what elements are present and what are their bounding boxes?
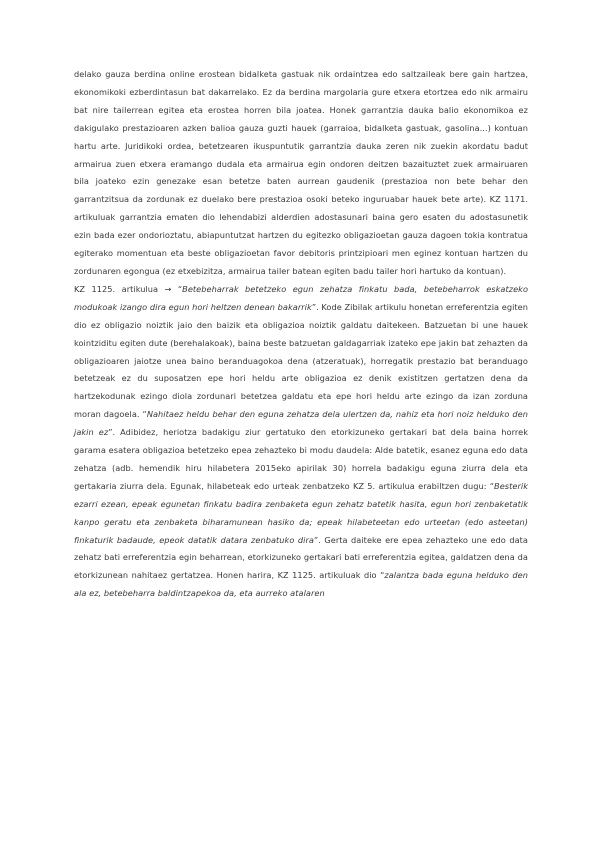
quoted-law-text: Besterik ezarri ezean, epeak egunetan finkatu badira zenbaketa egun zehatz batetik hasita, egun hori zenbaketatik kanpo geratu eta zenbaketa biharamunean hasiko da; epeak hilabeteetan edo urteetan (edo asteetan) finkaturik badaude, epeok datatik datara zenbatuko dira (74, 480, 528, 545)
text-run: ”. Adibidez, heriotza badakigu ziur gertatuko den etorkizuneko gertakari bat dela baina horrek garama esatera obligazioa betetzeko epea zehazteko bi modu daudela: Alde batetik, esanez eguna edo data zehatza (adb. hemendik hiru hilabetera 2015eko apirilak 30) horrela badakigu eguna ziurra dela eta gertakaria ziurra dela. Egunak, hilabeteak edo urteak zenbatzeko KZ 5. artikulua erabiltzen dugu: “ (74, 427, 528, 491)
text-run: ”. Gerta daiteke ere epea zehazteko une edo data zehatz bati erreferentzia egin beharrean, etorkizuneko gertakari bati erreferentzia egitea, galdatzen dena da etorkizunean nahitaez gertatzea. Honen harira, KZ 1125. artikuluak dio “ (74, 534, 528, 581)
paragraph (74, 281, 528, 603)
text-run: ”. Kode Zibilak artikulu honetan erreferentzia egiten dio ez obligazio noiztik jaio den baizik eta obligazioa noiztik galdatu daitekeen. Batzuetan bi une hauek kointziditu egiten dute (berehalakoak), baina beste batzuetan galdagarriak izateko epe jakin bat zehazten da obligazioaren jaiotze unea baino beranduagokoa dena (atzeratuak), horregatik prestazio bat beranduago betetzeak ez du suposatzen epe hori heldu arte obligazioa ez denik existitzen gertatzen dena da hartzekodunak ezingo diola zordunari betetzea galdatu eta epe hori heldu arte ezingo da izan zorduna moran dagoela. “ (74, 301, 528, 420)
quoted-law-text: Betebeharrak betetzeko egun zehatza finkatu bada, betebeharrok eskatzeko modukoak izango dira egun hori heltzen denean bakarrik (74, 283, 529, 312)
quoted-law-text: zalantza bada eguna helduko den ala ez, betebeharra baldintzapekoa da, eta aurreko atalaren (74, 570, 528, 599)
paragraph (74, 66, 528, 281)
quoted-law-text: Nahitaez heldu behar den eguna zehatza dela ulertzen da, nahiz eta hori noiz helduko den jakin ez (74, 409, 528, 438)
text-run: KZ 1125. artikulua → “ (74, 283, 183, 294)
document-page (74, 66, 528, 603)
text-run: delako gauza berdina online erostean bidalketa gastuak nik ordaintzea edo saltzaileak bere gain hartzea, ekonomikoki ezberdintasun bat dakarrelako. Ez da berdina margolaria gure etxera etortzea edo nik armairu bat nire tailerrean egitea eta erostea horren bila joatea. Honek garrantzia dauka balio ekonomikoa ez dakigulako prestazioaren azken balioa gauza guzti hauek (garraioa, bidalketa gastuak, gasolina...) kontuan hartu arte. Juridikoki ordea, betetzearen ikuspuntutik garrantzia dauka zeren nik zuekin akordatu badut armairua zuen etxera eramango dudala eta armairua egin ondoren deitzen bazaituztet zuek armairuaren bila joateko ezin genezake esan betetze baten aurrean gaudenik (prestazioa non bete behar den garrantzitsua da zordunak ez duelako bere prestazioa osoki beteko inguruabar hauek bete arte). KZ 1171. artikuluak garrantzia ematen dio lehendabizi alderdien adostasunari baina gero esaten du adostasunetik ezin bada ezer ondorioztatu, abiapuntutzat hartzen du egitezko obligazioetan gauza dagoen tokia kontratua egiterako momentuan eta beste obligazioetan favor debitoris printzipioari men eginez kontuan hartzen du zordunaren egongua (ez etxebizitza, armairua tailer batean egiten badu tailer hori hartuko da kontuan). (74, 69, 528, 276)
